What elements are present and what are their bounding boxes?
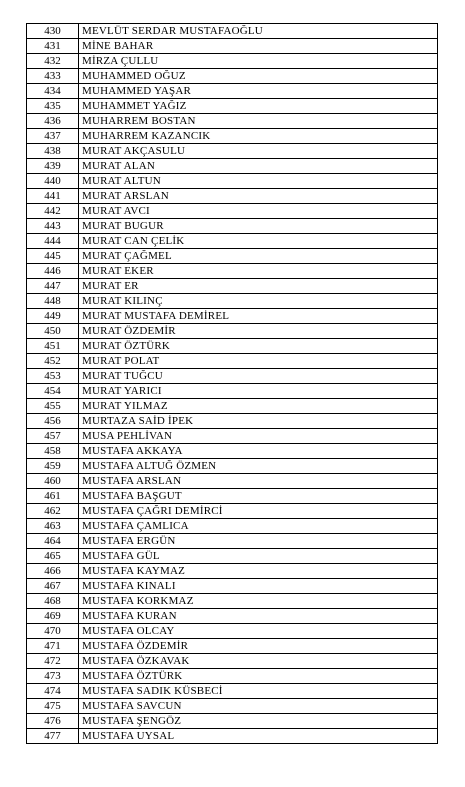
person-name-cell: MURAT TUĞCU [79, 369, 438, 384]
table-row [27, 99, 438, 114]
person-name-cell: MUSTAFA GÜL [79, 549, 438, 564]
table-row [27, 534, 438, 549]
person-name-cell: MUSTAFA KAYMAZ [79, 564, 438, 579]
table-row [27, 249, 438, 264]
row-number-cell: 444 [27, 234, 79, 249]
row-number-cell: 443 [27, 219, 79, 234]
person-name-cell: MURAT MUSTAFA DEMİREL [79, 309, 438, 324]
table-row [27, 339, 438, 354]
row-number-cell: 476 [27, 714, 79, 729]
person-name-cell: MUSTAFA ŞENGÖZ [79, 714, 438, 729]
names-table-body [27, 24, 438, 744]
row-number-cell: 474 [27, 684, 79, 699]
person-name-cell: MURAT ER [79, 279, 438, 294]
row-number-cell: 437 [27, 129, 79, 144]
row-number-cell: 432 [27, 54, 79, 69]
table-row [27, 504, 438, 519]
person-name-cell: MURAT POLAT [79, 354, 438, 369]
table-row [27, 354, 438, 369]
row-number-cell: 477 [27, 729, 79, 744]
table-row [27, 519, 438, 534]
person-name-cell: MUSTAFA KINALI [79, 579, 438, 594]
table-row [27, 54, 438, 69]
row-number-cell: 433 [27, 69, 79, 84]
person-name-cell: MURTAZA SAİD İPEK [79, 414, 438, 429]
person-name-cell: MURAT ALAN [79, 159, 438, 174]
person-name-cell: MURAT EKER [79, 264, 438, 279]
table-row [27, 294, 438, 309]
table-row [27, 84, 438, 99]
table-row [27, 729, 438, 744]
row-number-cell: 464 [27, 534, 79, 549]
row-number-cell: 466 [27, 564, 79, 579]
table-row [27, 39, 438, 54]
person-name-cell: MUSTAFA UYSAL [79, 729, 438, 744]
row-number-cell: 475 [27, 699, 79, 714]
person-name-cell: MURAT ÖZTÜRK [79, 339, 438, 354]
row-number-cell: 467 [27, 579, 79, 594]
table-row [27, 714, 438, 729]
row-number-cell: 463 [27, 519, 79, 534]
person-name-cell: MUSTAFA ALTUĞ ÖZMEN [79, 459, 438, 474]
row-number-cell: 447 [27, 279, 79, 294]
row-number-cell: 436 [27, 114, 79, 129]
table-row [27, 204, 438, 219]
row-number-cell: 473 [27, 669, 79, 684]
person-name-cell: MURAT CAN ÇELİK [79, 234, 438, 249]
person-name-cell: MUSA PEHLİVAN [79, 429, 438, 444]
person-name-cell: MUSTAFA ÇAĞRI DEMİRCİ [79, 504, 438, 519]
person-name-cell: MUSTAFA ÖZTÜRK [79, 669, 438, 684]
table-row [27, 219, 438, 234]
person-name-cell: MİNE BAHAR [79, 39, 438, 54]
table-row [27, 234, 438, 249]
row-number-cell: 458 [27, 444, 79, 459]
person-name-cell: MUHAMMED OĞUZ [79, 69, 438, 84]
person-name-cell: MUSTAFA ÇAMLICA [79, 519, 438, 534]
person-name-cell: MUSTAFA ÖZKAVAK [79, 654, 438, 669]
row-number-cell: 454 [27, 384, 79, 399]
table-row [27, 264, 438, 279]
row-number-cell: 439 [27, 159, 79, 174]
row-number-cell: 462 [27, 504, 79, 519]
row-number-cell: 456 [27, 414, 79, 429]
table-row [27, 369, 438, 384]
row-number-cell: 431 [27, 39, 79, 54]
person-name-cell: MUSTAFA OLCAY [79, 624, 438, 639]
table-row [27, 639, 438, 654]
person-name-cell: MURAT ÇAĞMEL [79, 249, 438, 264]
row-number-cell: 450 [27, 324, 79, 339]
person-name-cell: MUSTAFA BAŞGUT [79, 489, 438, 504]
table-row [27, 579, 438, 594]
person-name-cell: MEVLÜT SERDAR MUSTAFAOĞLU [79, 24, 438, 39]
table-row [27, 414, 438, 429]
row-number-cell: 445 [27, 249, 79, 264]
table-row [27, 489, 438, 504]
person-name-cell: MUHARREM KAZANCIK [79, 129, 438, 144]
row-number-cell: 465 [27, 549, 79, 564]
person-name-cell: MURAT AKÇASULU [79, 144, 438, 159]
table-row [27, 399, 438, 414]
person-name-cell: MUSTAFA ERGÜN [79, 534, 438, 549]
table-row [27, 459, 438, 474]
table-row [27, 429, 438, 444]
person-name-cell: MURAT KILINÇ [79, 294, 438, 309]
person-name-cell: MURAT ÖZDEMİR [79, 324, 438, 339]
table-row [27, 444, 438, 459]
row-number-cell: 468 [27, 594, 79, 609]
row-number-cell: 438 [27, 144, 79, 159]
row-number-cell: 470 [27, 624, 79, 639]
row-number-cell: 441 [27, 189, 79, 204]
row-number-cell: 471 [27, 639, 79, 654]
row-number-cell: 434 [27, 84, 79, 99]
table-row [27, 309, 438, 324]
table-row [27, 684, 438, 699]
row-number-cell: 472 [27, 654, 79, 669]
row-number-cell: 455 [27, 399, 79, 414]
table-row [27, 159, 438, 174]
person-name-cell: MUSTAFA KORKMAZ [79, 594, 438, 609]
row-number-cell: 469 [27, 609, 79, 624]
table-row [27, 474, 438, 489]
person-name-cell: MUSTAFA AKKAYA [79, 444, 438, 459]
row-number-cell: 435 [27, 99, 79, 114]
table-row [27, 594, 438, 609]
names-table [26, 23, 438, 744]
person-name-cell: MURAT ALTUN [79, 174, 438, 189]
person-name-cell: MUSTAFA SADIK KÜSBECİ [79, 684, 438, 699]
row-number-cell: 457 [27, 429, 79, 444]
table-row [27, 189, 438, 204]
person-name-cell: MURAT YARICI [79, 384, 438, 399]
person-name-cell: MURAT YILMAZ [79, 399, 438, 414]
row-number-cell: 452 [27, 354, 79, 369]
person-name-cell: MUHAMMET YAĞIZ [79, 99, 438, 114]
table-row [27, 609, 438, 624]
person-name-cell: MİRZA ÇULLU [79, 54, 438, 69]
row-number-cell: 451 [27, 339, 79, 354]
person-name-cell: MUHAMMED YAŞAR [79, 84, 438, 99]
row-number-cell: 448 [27, 294, 79, 309]
row-number-cell: 446 [27, 264, 79, 279]
person-name-cell: MUSTAFA KURAN [79, 609, 438, 624]
row-number-cell: 459 [27, 459, 79, 474]
row-number-cell: 460 [27, 474, 79, 489]
person-name-cell: MURAT BUGUR [79, 219, 438, 234]
table-row [27, 699, 438, 714]
person-name-cell: MURAT AVCI [79, 204, 438, 219]
table-row [27, 624, 438, 639]
table-row [27, 69, 438, 84]
row-number-cell: 453 [27, 369, 79, 384]
person-name-cell: MURAT ARSLAN [79, 189, 438, 204]
table-row [27, 279, 438, 294]
person-name-cell: MUHARREM BOSTAN [79, 114, 438, 129]
table-row [27, 549, 438, 564]
person-name-cell: MUSTAFA SAVCUN [79, 699, 438, 714]
row-number-cell: 461 [27, 489, 79, 504]
table-row [27, 669, 438, 684]
table-row [27, 324, 438, 339]
row-number-cell: 440 [27, 174, 79, 189]
table-row [27, 174, 438, 189]
row-number-cell: 449 [27, 309, 79, 324]
table-row [27, 24, 438, 39]
table-row [27, 564, 438, 579]
table-row [27, 384, 438, 399]
person-name-cell: MUSTAFA ÖZDEMİR [79, 639, 438, 654]
table-row [27, 129, 438, 144]
table-row [27, 654, 438, 669]
row-number-cell: 442 [27, 204, 79, 219]
row-number-cell: 430 [27, 24, 79, 39]
person-name-cell: MUSTAFA ARSLAN [79, 474, 438, 489]
table-row [27, 114, 438, 129]
table-row [27, 144, 438, 159]
